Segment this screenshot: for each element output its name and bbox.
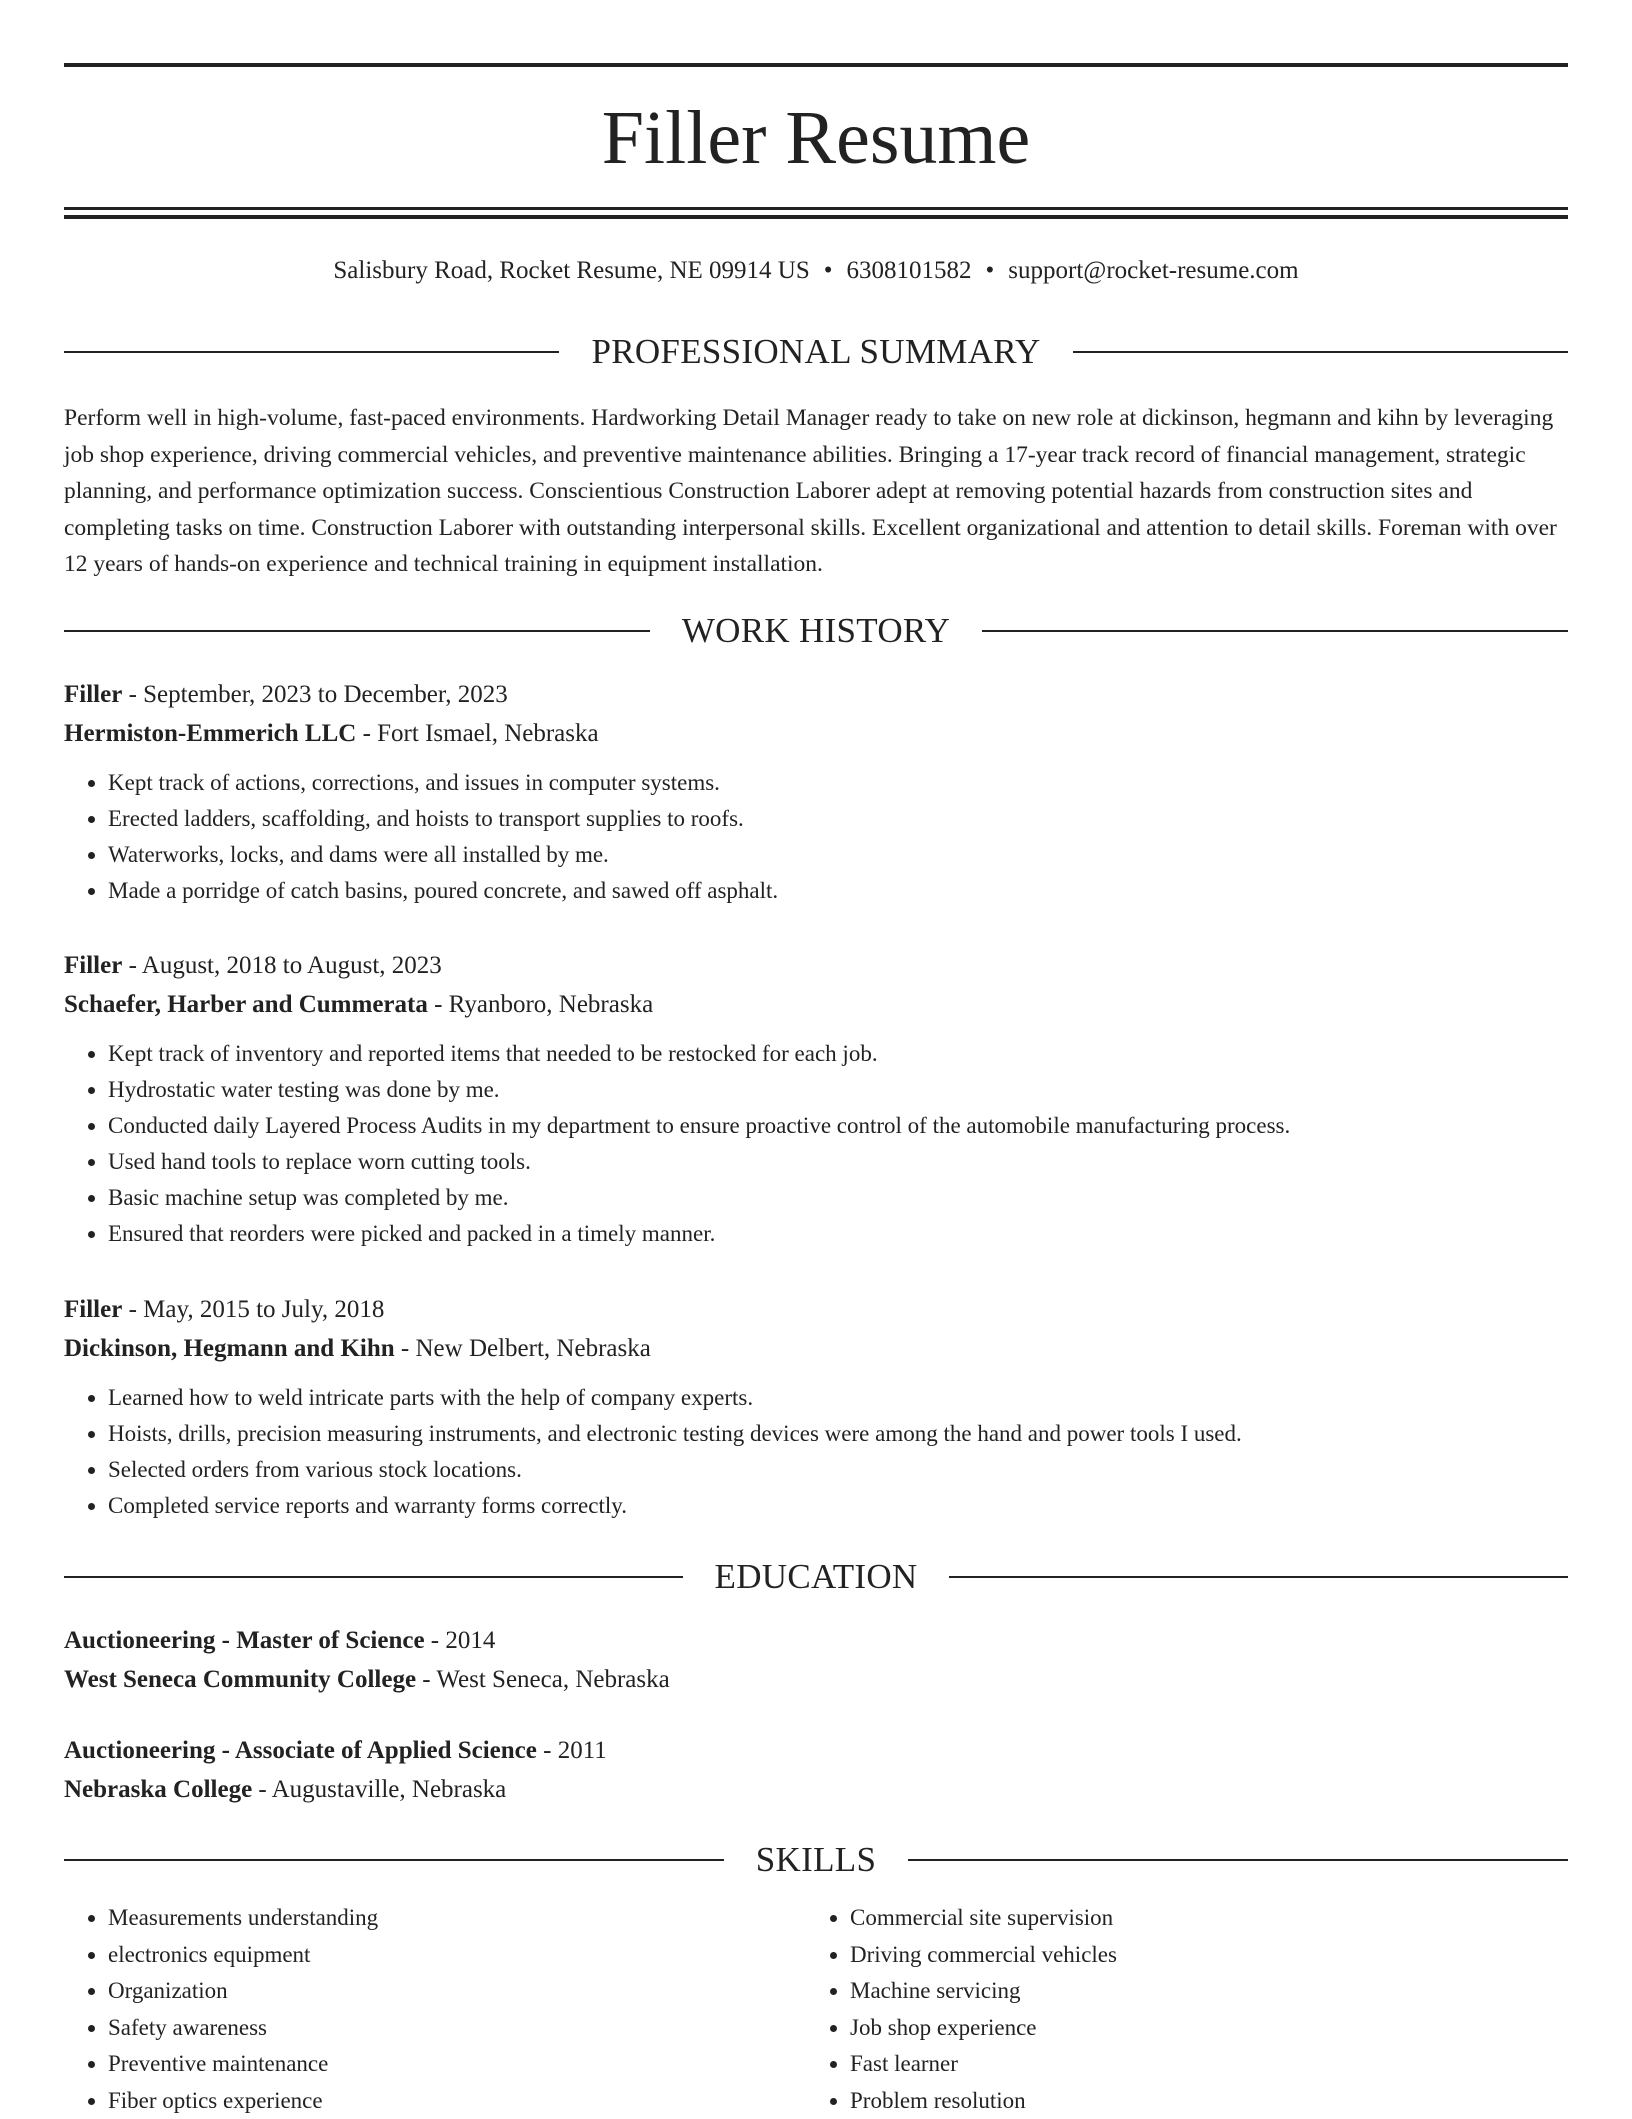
list-item: • Measurements understanding (108, 1900, 806, 1937)
contact-line (64, 254, 1568, 288)
list-item: • Kept track of inventory and reported items that needed to be restocked for each job. (108, 1036, 1568, 1072)
heading-rule (908, 1859, 1568, 1861)
work-history-heading (64, 609, 1568, 653)
list-item: • electronics equipment (108, 1937, 806, 1974)
job-company-row: Hermiston-Emmerich LLC - Fort Ismael, Nebraska (64, 714, 1568, 753)
list-item: • Kept track of actions, corrections, and issues in computer systems. (108, 765, 1568, 801)
list-item: • Completed service reports and warranty forms correctly. (108, 1488, 1568, 1524)
heading-rule (64, 351, 559, 353)
list-item: • Ensured that reorders were picked and packed in a timely manner. (108, 1216, 1568, 1252)
education-degree: Auctioneering - Master of Science (64, 1627, 425, 1654)
heading-rule (982, 630, 1568, 632)
summary-text: Perform well in high-volume, fast-paced environments. Hardworking Detail Manager ready to take on new role at dickinson, hegmann and kihn by leveraging job shop experience, driving commercial vehicles, and preventive maintenance abilities. Bringing a 17-year track record of financial management, strategic planning, and performance optimization success. Conscientious Construction Laborer adept at removing potential hazards from construction sites and completing tasks on time. Construction Laborer with outstanding interpersonal skills. Excellent organizational and attention to detail skills. Foreman with over 12 years of hands-on experience and technical training in equipment installation. (64, 400, 1568, 583)
job-title: Filler (64, 1296, 122, 1323)
skills-column-right (806, 1900, 1548, 2119)
job-bullets (64, 1380, 1568, 1524)
list-item: • Basic machine setup was completed by me. (108, 1180, 1568, 1216)
section-title: SKILLS (724, 1838, 908, 1882)
job-title-row: Filler - May, 2015 to July, 2018 (64, 1290, 1568, 1329)
education-school-row: Nebraska College - Augustaville, Nebraska (64, 1770, 1568, 1809)
skills-column-left (64, 1900, 806, 2119)
section-title: WORK HISTORY (650, 609, 982, 653)
section-title: PROFESSIONAL SUMMARY (559, 330, 1072, 374)
list-item: • Made a porridge of catch basins, poured concrete, and sawed off asphalt. (108, 873, 1568, 909)
education-degree-row: Auctioneering - Master of Science - 2014 (64, 1621, 1568, 1660)
education-location: Augustaville, Nebraska (272, 1776, 507, 1803)
list-item: • Driving commercial vehicles (850, 1937, 1548, 1974)
education-degree: Auctioneering - Associate of Applied Science (64, 1737, 537, 1764)
job-location: New Delbert, Nebraska (416, 1335, 651, 1362)
heading-rule (64, 1859, 724, 1861)
education-year: 2011 (558, 1737, 607, 1764)
job-company-row: Schaefer, Harber and Cummerata - Ryanboro, Nebraska (64, 985, 1568, 1024)
list-item: • Selected orders from various stock locations. (108, 1452, 1568, 1488)
contact-phone: 6308101582 (847, 257, 972, 284)
list-item: • Erected ladders, scaffolding, and hoists to transport supplies to roofs. (108, 801, 1568, 837)
list-item: • Hoists, drills, precision measuring instruments, and electronic testing devices were among the hand and power tools I used. (108, 1416, 1568, 1452)
list-item: • Job shop experience (850, 2010, 1548, 2047)
list-item: • Organization (108, 1973, 806, 2010)
job-entry (64, 1290, 1568, 1524)
contact-address: Salisbury Road, Rocket Resume, NE 09914 US (333, 257, 809, 284)
job-title-row: Filler - August, 2018 to August, 2023 (64, 946, 1568, 985)
job-company: Schaefer, Harber and Cummerata (64, 991, 428, 1018)
list-item: • Problem resolution (850, 2083, 1548, 2119)
education-school-row: West Seneca Community College - West Seneca, Nebraska (64, 1660, 1568, 1699)
list-item: • Used hand tools to replace worn cutting tools. (108, 1144, 1568, 1180)
list-item: • Conducted daily Layered Process Audits in my department to ensure proactive control of the automobile manufacturing process. (108, 1108, 1568, 1144)
job-dates: September, 2023 to December, 2023 (143, 681, 508, 708)
job-dates: August, 2018 to August, 2023 (142, 952, 442, 979)
list-item: • Fiber optics experience (108, 2083, 806, 2119)
contact-separator: • (972, 257, 1009, 284)
list-item: • Preventive maintenance (108, 2046, 806, 2083)
job-company: Hermiston-Emmerich LLC (64, 720, 356, 747)
job-dates: May, 2015 to July, 2018 (143, 1296, 384, 1323)
job-location: Fort Ismael, Nebraska (377, 720, 598, 747)
heading-rule (64, 1576, 683, 1578)
education-year: 2014 (445, 1627, 495, 1654)
skills-heading (64, 1838, 1568, 1882)
job-company-row: Dickinson, Hegmann and Kihn - New Delbert, Nebraska (64, 1329, 1568, 1368)
double-rule-lower (64, 215, 1568, 219)
list-item: • Machine servicing (850, 1973, 1548, 2010)
contact-email: support@rocket-resume.com (1008, 257, 1298, 284)
job-entry (64, 946, 1568, 1252)
education-location: West Seneca, Nebraska (436, 1666, 669, 1693)
contact-separator: • (810, 257, 847, 284)
list-item: • Hydrostatic water testing was done by me. (108, 1072, 1568, 1108)
heading-rule (64, 630, 650, 632)
education-school: West Seneca Community College (64, 1666, 416, 1693)
education-entry (64, 1621, 1568, 1699)
education-school: Nebraska College (64, 1776, 252, 1803)
heading-rule (1073, 351, 1568, 353)
resume-name: Filler Resume (64, 92, 1568, 184)
job-bullets (64, 1036, 1568, 1252)
list-item: • Commercial site supervision (850, 1900, 1548, 1937)
list-item: • Safety awareness (108, 2010, 806, 2047)
skills-list (64, 1900, 1568, 2119)
heading-rule (949, 1576, 1568, 1578)
list-item: • Waterworks, locks, and dams were all installed by me. (108, 837, 1568, 873)
list-item: • Fast learner (850, 2046, 1548, 2083)
job-company: Dickinson, Hegmann and Kihn (64, 1335, 395, 1362)
top-rule (64, 63, 1568, 67)
summary-heading (64, 330, 1568, 374)
education-entry (64, 1731, 1568, 1809)
education-degree-row: Auctioneering - Associate of Applied Science - 2011 (64, 1731, 1568, 1770)
job-title: Filler (64, 952, 122, 979)
job-entry (64, 675, 1568, 909)
job-title: Filler (64, 681, 122, 708)
section-title: EDUCATION (683, 1555, 950, 1599)
list-item: • Learned how to weld intricate parts with the help of company experts. (108, 1380, 1568, 1416)
job-bullets (64, 765, 1568, 909)
double-rule-upper (64, 207, 1568, 210)
job-title-row: Filler - September, 2023 to December, 2023 (64, 675, 1568, 714)
job-location: Ryanboro, Nebraska (449, 991, 654, 1018)
education-heading (64, 1555, 1568, 1599)
